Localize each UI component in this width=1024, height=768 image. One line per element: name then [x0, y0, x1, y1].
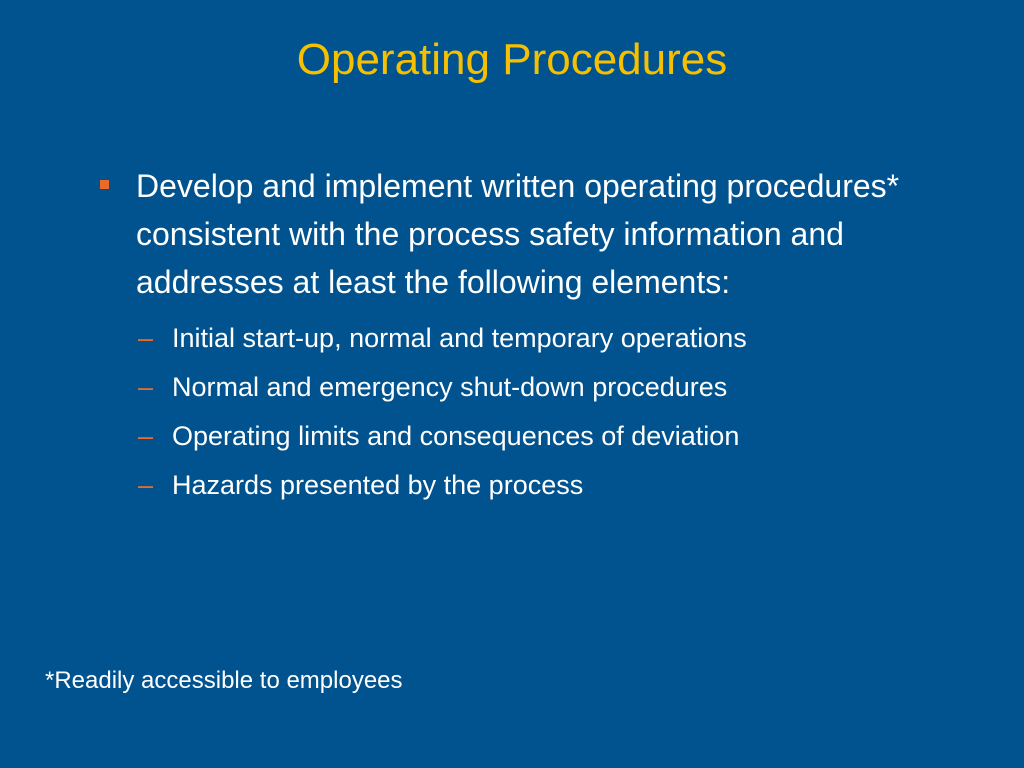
sub-bullet-text: Normal and emergency shut-down procedures: [172, 372, 728, 402]
footnote: *Readily accessible to employees: [45, 667, 403, 694]
sub-bullet-item: [138, 461, 970, 510]
sub-bullet-text: Operating limits and consequences of deviation: [172, 421, 740, 451]
main-bullet-text-wrap: [136, 162, 970, 306]
sub-bullet-item: [138, 412, 970, 461]
main-bullet-text: Develop and implement written operating procedures* consistent with the process safety information and addresses at least the following elements:: [136, 168, 900, 300]
dash-icon: –: [138, 421, 154, 451]
dash-icon: –: [138, 323, 154, 353]
sub-bullet-list: [138, 314, 970, 510]
sub-bullet-text: Hazards presented by the process: [172, 470, 584, 500]
dash-icon: –: [138, 372, 154, 402]
sub-bullet-item: [138, 363, 970, 412]
square-bullet-icon: [100, 180, 109, 189]
sub-bullet-item: [138, 314, 970, 363]
page-title: Operating Procedures: [296, 35, 728, 84]
sub-bullet-text: Initial start-up, normal and temporary operations: [172, 323, 747, 353]
main-bullet: [100, 162, 970, 306]
slide-content: [100, 162, 970, 510]
dash-icon: –: [138, 470, 154, 500]
